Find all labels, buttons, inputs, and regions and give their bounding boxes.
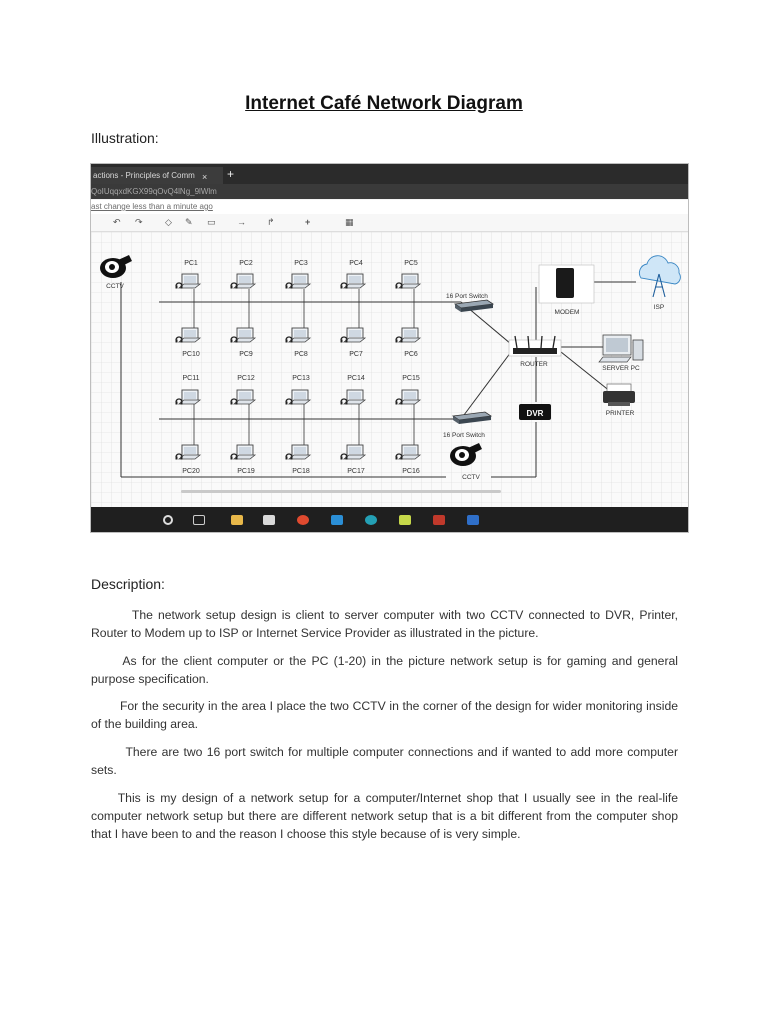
switch-label: 16 Port Switch (443, 432, 485, 439)
printer-icon (603, 384, 635, 406)
description-paragraph: The network setup design is client to server computer with two CCTV connected to DVR, Printer, Router to Modem up to ISP or Internet Service Provider as illustrated in the picture. (91, 608, 682, 640)
modem-label: MODEM (554, 309, 580, 316)
undo-icon[interactable]: ↶ (113, 217, 121, 227)
pc-label: PC8 (294, 351, 308, 358)
task-view-icon[interactable] (193, 515, 205, 525)
description-paragraph: For the security in the area I place the two CCTV in the corner of the design for wider monitoring inside of the building area. (91, 699, 682, 731)
description-paragraph: This is my design of a network setup for a computer/Internet shop that I usually see in the real-life computer network setup but there are different network setup that is a bit different from the computer shop that I have been to and the reason I choose this style because of is very simple. (91, 791, 682, 841)
pc-label: PC18 (292, 468, 310, 475)
pc-label: PC15 (402, 375, 420, 382)
shape-icon[interactable]: ▭ (207, 217, 216, 227)
network-diagram (91, 232, 689, 507)
pc-label: PC4 (349, 260, 363, 267)
pc-label: PC10 (182, 351, 200, 358)
pencil-icon[interactable]: ✎ (185, 217, 193, 227)
last-change-link[interactable]: ast change less than a minute ago (91, 200, 688, 214)
waypoint-icon[interactable]: ↱ (267, 217, 275, 227)
mail-icon[interactable] (331, 515, 343, 525)
cctv-label: CCTV (106, 283, 124, 290)
pc-label: PC5 (404, 260, 418, 267)
description-label: Description: (91, 576, 165, 592)
page-title: Internet Café Network Diagram (245, 93, 523, 114)
pc-label: PC1 (184, 260, 198, 267)
browser-tabbar (91, 164, 688, 184)
redo-icon[interactable]: ↷ (135, 217, 143, 227)
diagram-toolbar (91, 214, 688, 232)
pc-label: PC17 (347, 468, 365, 475)
file-explorer-icon[interactable] (231, 515, 243, 525)
connector-icon[interactable]: → (237, 217, 246, 227)
pc-label: PC9 (239, 351, 253, 358)
pc-label: PC13 (292, 375, 310, 382)
router-label: ROUTER (520, 361, 548, 368)
horizontal-scrollbar[interactable] (181, 490, 501, 493)
search-icon[interactable] (163, 515, 173, 525)
pc-label: PC7 (349, 351, 363, 358)
modem-icon (556, 268, 574, 298)
cctv-label: CCTV (462, 474, 480, 481)
word-icon[interactable] (467, 515, 479, 525)
browser-tab[interactable] (91, 167, 223, 184)
insert-icon[interactable]: + (305, 217, 311, 227)
edge-icon[interactable] (365, 515, 377, 525)
pc-label: PC19 (237, 468, 255, 475)
pc-label: PC12 (237, 375, 255, 382)
description-paragraph: There are two 16 port switch for multiple computer connections and if wanted to add more computer sets. (91, 745, 682, 777)
illustration-label: Illustration: (91, 130, 159, 146)
pc-label: PC6 (404, 351, 418, 358)
printer-label: PRINTER (605, 410, 635, 417)
table-icon[interactable]: ▦ (345, 217, 354, 227)
new-tab-icon[interactable]: + (227, 167, 235, 181)
pc-label: PC2 (239, 260, 253, 267)
chrome-icon[interactable] (297, 515, 309, 525)
isp-label: ISP (653, 304, 665, 311)
server-label: SERVER PC (602, 365, 640, 372)
address-bar[interactable]: QoIUqqxdKGX99qOvQ4lNg_9lWlm (91, 184, 688, 199)
dvr-label: DVR (526, 409, 544, 418)
pc-label: PC16 (402, 468, 420, 475)
embedded-screenshot (90, 163, 689, 533)
pc-label: PC14 (347, 375, 365, 382)
switch-label: 16 Port Switch (446, 293, 488, 300)
pc-label: PC20 (182, 468, 200, 475)
pc-label: PC11 (182, 375, 200, 382)
fill-icon[interactable]: ◇ (165, 217, 172, 227)
app-icon[interactable] (399, 515, 411, 525)
close-icon[interactable]: × (202, 172, 208, 182)
browser-tab-title: actions - Principles of Comm (93, 171, 195, 180)
store-icon[interactable] (263, 515, 275, 525)
pc-label: PC3 (294, 260, 308, 267)
windows-taskbar (91, 507, 688, 533)
game-icon[interactable] (433, 515, 445, 525)
description-paragraph: As for the client computer or the PC (1-20) in the picture network setup is for gaming and general purpose specification. (91, 654, 682, 686)
